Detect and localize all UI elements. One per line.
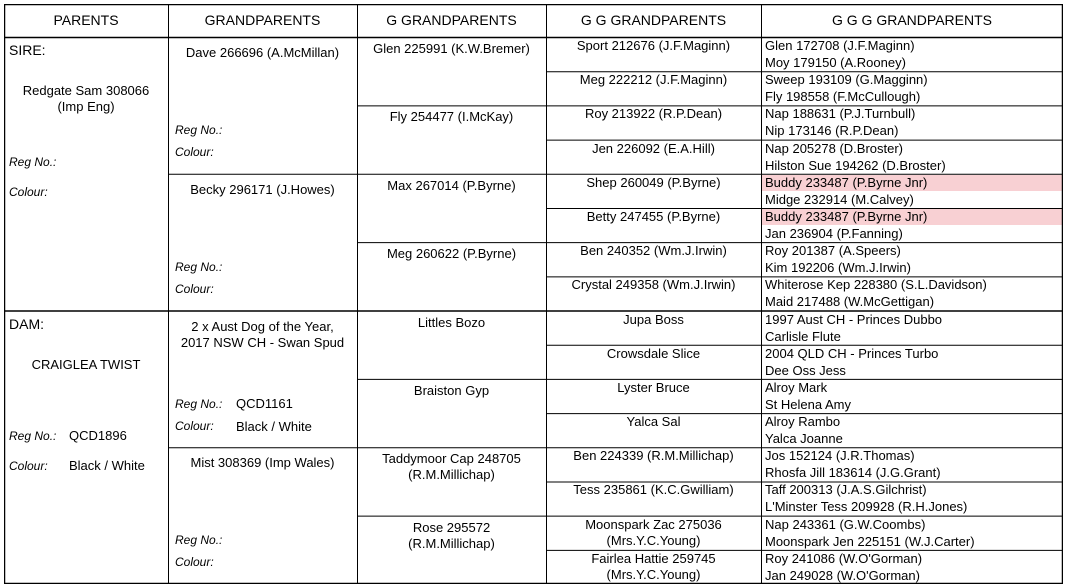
grandparent-reg: QCD1161	[236, 395, 293, 411]
gg-grandparent-name: Moonspark Zac 275036	[585, 516, 722, 532]
ggg-grandparent-sire: 2004 QLD CH - Princes Turbo	[765, 345, 939, 361]
sire-label: SIRE:	[9, 42, 46, 58]
sire-name: (Imp Eng)	[57, 99, 115, 114]
ggg-grandparent-dam: Moy 179150 (A.Rooney)	[765, 55, 906, 70]
g-grandparent-name: Meg 260622 (P.Byrne)	[386, 246, 517, 262]
gg-grandparent-name: (Mrs.Y.C.Young)	[606, 532, 701, 548]
grandparent-name: Becky 296171 (J.Howes)	[190, 181, 335, 197]
dam-name: CRAIGLEA TWIST	[31, 356, 141, 372]
ggg-grandparent-dam: Midge 232914 (M.Calvey)	[765, 191, 914, 207]
ggg-grandparent-dam: L'Minster Tess 209928 (R.H.Jones)	[765, 499, 968, 515]
pedigree-table	[4, 4, 1063, 584]
gg-grandparent-name: Crystal 249358 (Wm.J.Irwin)	[571, 277, 736, 293]
ggg-grandparent-dam: Maid 217488 (W.McGettigan)	[765, 294, 935, 310]
gg-grandparent-name: Ben 240352 (Wm.J.Irwin)	[580, 243, 727, 259]
reg-label: Reg No.:	[175, 396, 223, 411]
ggg-grandparent-dam: Kim 192206 (Wm.J.Irwin)	[765, 260, 911, 276]
ggg-grandparent-sire: 1997 Aust CH - Princes Dubbo	[765, 311, 943, 327]
ggg-grandparent-dam: Moonspark Jen 225151 (W.J.Carter)	[765, 533, 975, 549]
ggg-grandparent-sire: Nap 205278 (D.Broster)	[765, 140, 904, 156]
colour-label: Colour:	[175, 145, 214, 159]
ggg-grandparent-dam: Jan 236904 (P.Fanning)	[765, 225, 903, 241]
ggg-grandparent-dam: St Helena Amy	[765, 396, 851, 412]
g-grandparent-name: Littles Bozo	[417, 314, 486, 330]
grandparent-name: Mist 308369 (Imp Wales)	[190, 455, 335, 471]
grandparent-name: 2 x Aust Dog of the Year,	[191, 318, 334, 334]
colour-label: Colour:	[175, 281, 214, 296]
reg-label: Reg No.:	[175, 533, 223, 548]
colour-label: Colour:	[175, 555, 214, 570]
grandparent-name: 2017 NSW CH - Swan Spud	[180, 334, 345, 350]
gg-grandparent-name: Crowsdale Slice	[606, 345, 701, 361]
gg-grandparent-name: Shep 260049 (P.Byrne)	[586, 174, 721, 190]
g-grandparent-name: (R.M.Millichap)	[408, 467, 495, 483]
g-grandparent-name: (R.M.Millichap)	[408, 535, 495, 551]
dam-colour: Black / White	[69, 457, 145, 473]
reg-label: Reg No.:	[175, 259, 223, 274]
grandparent-colour: Black / White	[236, 418, 312, 434]
ggg-grandparent-sire: Jos 152124 (J.R.Thomas)	[765, 448, 915, 464]
column-header: GRANDPARENTS	[204, 12, 321, 28]
ggg-grandparent-dam: Dee Oss Jess	[765, 362, 846, 378]
ggg-grandparent-sire: Roy 201387 (A.Speers)	[765, 243, 901, 259]
column-header: G G G GRANDPARENTS	[832, 12, 992, 28]
column-header: G G GRANDPARENTS	[580, 12, 727, 28]
column-header: PARENTS	[53, 12, 119, 28]
gg-grandparent-name: Roy 213922 (R.P.Dean)	[584, 106, 723, 122]
g-grandparent-name: Fly 254477 (I.McKay)	[389, 109, 514, 125]
gg-grandparent-name: Meg 222212 (J.F.Maginn)	[579, 72, 728, 88]
ggg-grandparent-dam: Yalca Joanne	[765, 431, 843, 447]
gg-grandparent-name: Jupa Boss	[623, 311, 684, 327]
ggg-grandparent-sire: Taff 200313 (J.A.S.Gilchrist)	[765, 482, 927, 498]
grandparent-name: Dave 266696 (A.McMillan)	[185, 45, 340, 60]
ggg-grandparent-sire: Roy 241086 (W.O'Gorman)	[765, 550, 923, 566]
colour-label: Colour:	[9, 458, 48, 473]
g-grandparent-name: Glen 225991 (K.W.Bremer)	[373, 41, 530, 56]
ggg-grandparent-sire: Sweep 193109 (G.Magginn)	[765, 72, 928, 88]
column-header: G GRANDPARENTS	[386, 12, 517, 28]
ggg-grandparent-sire: Buddy 233487 (P.Byrne Jnr)	[765, 174, 928, 190]
reg-label: Reg No.:	[9, 428, 57, 443]
gg-grandparent-name: Fairlea Hattie 259745	[591, 550, 716, 566]
ggg-grandparent-sire: Nap 243361 (G.W.Coombs)	[765, 516, 926, 532]
gg-grandparent-name: Betty 247455 (P.Byrne)	[586, 208, 721, 224]
colour-label: Colour:	[9, 185, 48, 199]
ggg-grandparent-dam: Fly 198558 (F.McCullough)	[765, 89, 921, 105]
gg-grandparent-name: Lyster Bruce	[617, 379, 690, 395]
ggg-grandparent-sire: Whiterose Kep 228380 (S.L.Davidson)	[765, 277, 987, 293]
ggg-grandparent-sire: Buddy 233487 (P.Byrne Jnr)	[765, 208, 928, 224]
g-grandparent-name: Braiston Gyp	[413, 382, 490, 398]
gg-grandparent-name: Yalca Sal	[626, 414, 681, 430]
sire-name: Redgate Sam 308066	[22, 83, 150, 98]
ggg-grandparent-dam: Rhosfa Jill 183614 (J.G.Grant)	[765, 465, 941, 481]
ggg-grandparent-sire: Nap 188631 (P.J.Turnbull)	[765, 106, 916, 122]
gg-grandparent-name: Jen 226092 (E.A.Hill)	[592, 140, 715, 156]
ggg-grandparent-dam: Carlisle Flute	[765, 328, 841, 344]
colour-label: Colour:	[175, 418, 214, 433]
ggg-grandparent-sire: Alroy Mark	[765, 379, 828, 395]
ggg-grandparent-sire: Alroy Rambo	[765, 414, 841, 430]
ggg-grandparent-dam: Jan 249028 (W.O'Gorman)	[765, 567, 920, 583]
gg-grandparent-name: Ben 224339 (R.M.Millichap)	[573, 448, 734, 464]
dam-reg: QCD1896	[69, 427, 127, 443]
reg-label: Reg No.:	[9, 155, 57, 169]
reg-label: Reg No.:	[175, 123, 223, 137]
g-grandparent-name: Max 267014 (P.Byrne)	[387, 177, 516, 193]
ggg-grandparent-dam: Nip 173146 (R.P.Dean)	[765, 123, 899, 139]
g-grandparent-name: Rose 295572	[412, 519, 491, 535]
dam-label: DAM:	[9, 315, 44, 332]
g-grandparent-name: Taddymoor Cap 248705	[382, 451, 521, 467]
gg-grandparent-name: Tess 235861 (K.C.Gwilliam)	[573, 482, 734, 498]
ggg-grandparent-dam: Hilston Sue 194262 (D.Broster)	[765, 157, 946, 173]
gg-grandparent-name: Sport 212676 (J.F.Maginn)	[576, 38, 731, 53]
gg-grandparent-name: (Mrs.Y.C.Young)	[606, 566, 701, 582]
ggg-grandparent-sire: Glen 172708 (J.F.Maginn)	[765, 38, 915, 53]
